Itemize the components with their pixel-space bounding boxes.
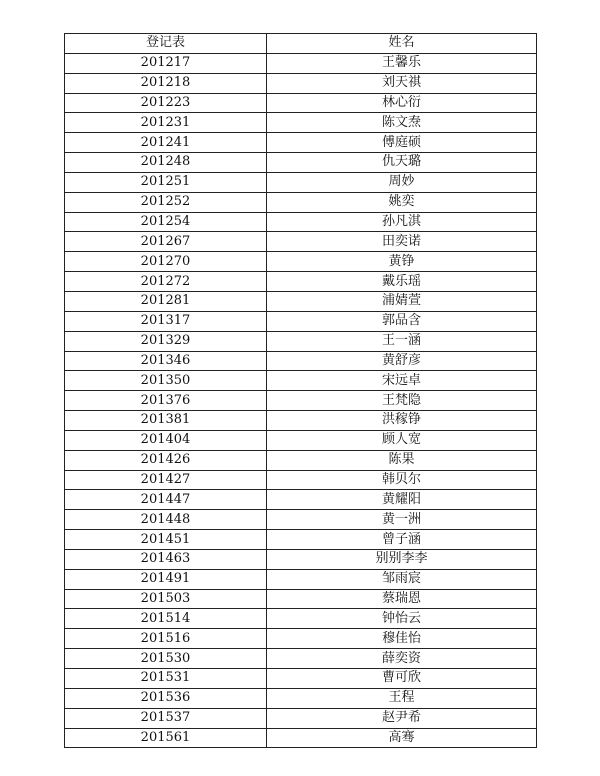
cell-id: 201463	[65, 549, 267, 569]
table-row	[65, 331, 537, 351]
cell-id: 201503	[65, 589, 267, 609]
cell-name: 田奕诺	[267, 232, 537, 252]
cell-name: 姚奕	[267, 192, 537, 212]
table-row	[65, 569, 537, 589]
cell-id: 201217	[65, 53, 267, 73]
cell-name: 王一涵	[267, 331, 537, 351]
cell-id: 201404	[65, 430, 267, 450]
table-row	[65, 688, 537, 708]
cell-name: 宋远卓	[267, 371, 537, 391]
cell-name: 穆佳怡	[267, 629, 537, 649]
cell-name: 蔡瑞恩	[267, 589, 537, 609]
table-row	[65, 232, 537, 252]
table-row	[65, 73, 537, 93]
cell-name: 黄一洲	[267, 510, 537, 530]
cell-name: 陈果	[267, 450, 537, 470]
cell-id: 201270	[65, 252, 267, 272]
table-row	[65, 490, 537, 510]
cell-id: 201218	[65, 73, 267, 93]
cell-name: 孙凡淇	[267, 212, 537, 232]
cell-name: 傅庭硕	[267, 133, 537, 153]
cell-name: 薛奕资	[267, 649, 537, 669]
cell-id: 201531	[65, 669, 267, 689]
cell-id: 201451	[65, 530, 267, 550]
header-row	[65, 34, 537, 54]
cell-id: 201350	[65, 371, 267, 391]
cell-id: 201251	[65, 172, 267, 192]
cell-name: 曹可欣	[267, 669, 537, 689]
table-row	[65, 371, 537, 391]
table-row	[65, 53, 537, 73]
table-row	[65, 212, 537, 232]
cell-name: 邹雨宸	[267, 569, 537, 589]
cell-name: 黄耀阳	[267, 490, 537, 510]
cell-name: 黄舒彦	[267, 351, 537, 371]
cell-name: 曾子涵	[267, 530, 537, 550]
cell-id: 201272	[65, 272, 267, 292]
cell-id: 201376	[65, 391, 267, 411]
table-row	[65, 291, 537, 311]
cell-id: 201248	[65, 153, 267, 173]
cell-name: 赵尹希	[267, 708, 537, 728]
table-row	[65, 252, 537, 272]
cell-id: 201427	[65, 470, 267, 490]
cell-id: 201346	[65, 351, 267, 371]
cell-name: 王馨乐	[267, 53, 537, 73]
table-row	[65, 549, 537, 569]
cell-id: 201231	[65, 113, 267, 133]
cell-name: 顾人宽	[267, 430, 537, 450]
cell-name: 郭品含	[267, 311, 537, 331]
cell-id: 201537	[65, 708, 267, 728]
cell-id: 201426	[65, 450, 267, 470]
cell-name: 黄铮	[267, 252, 537, 272]
cell-id: 201536	[65, 688, 267, 708]
cell-name: 钟怡云	[267, 609, 537, 629]
cell-id: 201252	[65, 192, 267, 212]
cell-name: 别别李李	[267, 549, 537, 569]
table-body	[65, 53, 537, 748]
cell-name: 戴乐瑶	[267, 272, 537, 292]
table-row	[65, 351, 537, 371]
table-row	[65, 311, 537, 331]
cell-name: 刘天祺	[267, 73, 537, 93]
cell-id: 201530	[65, 649, 267, 669]
table-row	[65, 93, 537, 113]
registration-table	[64, 33, 537, 748]
cell-name: 陈文焘	[267, 113, 537, 133]
cell-id: 201317	[65, 311, 267, 331]
table-row	[65, 450, 537, 470]
table-row	[65, 272, 537, 292]
cell-name: 仇天璐	[267, 153, 537, 173]
cell-id: 201491	[65, 569, 267, 589]
table-row	[65, 530, 537, 550]
table-row	[65, 411, 537, 431]
cell-name: 王梵隐	[267, 391, 537, 411]
table-row	[65, 629, 537, 649]
cell-name: 高骞	[267, 728, 537, 748]
cell-id: 201448	[65, 510, 267, 530]
cell-id: 201267	[65, 232, 267, 252]
table-row	[65, 391, 537, 411]
registration-sheet	[64, 33, 536, 748]
header-name: 姓名	[267, 34, 537, 54]
cell-id: 201514	[65, 609, 267, 629]
cell-id: 201516	[65, 629, 267, 649]
table-row	[65, 649, 537, 669]
table-row	[65, 708, 537, 728]
cell-id: 201329	[65, 331, 267, 351]
table-row	[65, 153, 537, 173]
table-row	[65, 172, 537, 192]
cell-id: 201447	[65, 490, 267, 510]
table-row	[65, 470, 537, 490]
cell-id: 201241	[65, 133, 267, 153]
header-id: 登记表	[65, 34, 267, 54]
table-row	[65, 192, 537, 212]
cell-id: 201561	[65, 728, 267, 748]
cell-id: 201381	[65, 411, 267, 431]
table-row	[65, 609, 537, 629]
cell-id: 201223	[65, 93, 267, 113]
table-row	[65, 430, 537, 450]
cell-name: 洪稼铮	[267, 411, 537, 431]
cell-name: 周妙	[267, 172, 537, 192]
table-row	[65, 133, 537, 153]
cell-id: 201281	[65, 291, 267, 311]
cell-name: 王程	[267, 688, 537, 708]
cell-id: 201254	[65, 212, 267, 232]
cell-name: 浦婧萱	[267, 291, 537, 311]
table-row	[65, 510, 537, 530]
cell-name: 韩贝尔	[267, 470, 537, 490]
table-row	[65, 589, 537, 609]
table-row	[65, 113, 537, 133]
cell-name: 林心衍	[267, 93, 537, 113]
table-row	[65, 728, 537, 748]
table-row	[65, 669, 537, 689]
